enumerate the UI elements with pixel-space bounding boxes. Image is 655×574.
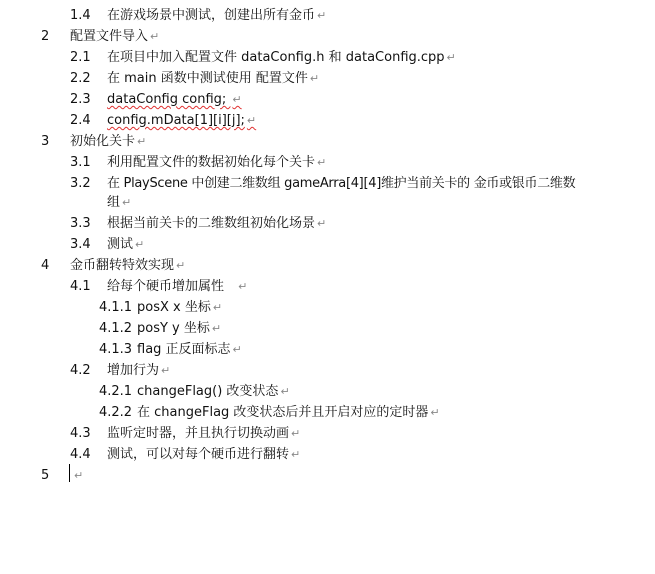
item-text: 组 <box>107 195 121 210</box>
item-text: 配置文件导入 <box>70 29 149 44</box>
outline-item-text[interactable] <box>107 175 575 192</box>
item-text: 利用配置文件的数据初始化每个关卡 <box>107 155 316 170</box>
paragraph-mark-icon: ↵ <box>137 135 147 148</box>
item-text: 在游戏场景中测试，创建出所有金币 <box>107 8 316 23</box>
text-cursor <box>69 464 70 482</box>
paragraph-mark-icon: ↵ <box>238 280 248 293</box>
paragraph-mark-icon: ↵ <box>232 93 242 106</box>
outline-item-text[interactable] <box>107 425 300 442</box>
paragraph-mark-icon: ↵ <box>446 51 456 64</box>
heading-number: 3.2 <box>70 176 91 191</box>
paragraph-mark-icon: ↵ <box>280 385 290 398</box>
outline-item-text[interactable] <box>137 299 222 316</box>
heading-number: 3 <box>41 134 50 149</box>
outline-item-text[interactable] <box>107 236 144 253</box>
heading-number: 4.1 <box>70 279 91 294</box>
outline-item-text[interactable] <box>107 112 256 129</box>
heading-number: 4.4 <box>70 447 91 462</box>
heading-number: 4.2.2 <box>99 405 133 420</box>
paragraph-mark-icon: ↵ <box>246 114 257 127</box>
paragraph-mark-icon: ↵ <box>176 259 186 272</box>
outline-item-text[interactable] <box>107 215 326 232</box>
item-text: 增加行为 <box>107 363 160 378</box>
outline-item-text[interactable] <box>137 404 440 421</box>
item-text: 给每个硬币增加属性 <box>107 279 229 294</box>
paragraph-mark-icon: ↵ <box>122 196 132 209</box>
outline-item-text[interactable] <box>107 70 319 87</box>
outline-item-text[interactable] <box>137 341 242 358</box>
paragraph-mark-icon: ↵ <box>430 406 440 419</box>
outline-item-text[interactable] <box>137 320 221 337</box>
heading-number: 2.2 <box>70 71 91 86</box>
heading-number: 4.2.1 <box>99 384 133 399</box>
heading-number: 3.3 <box>70 216 91 231</box>
item-text: 在项目中加入配置文件 dataConfig.h 和 dataConfig.cpp <box>107 50 445 65</box>
paragraph-mark-icon: ↵ <box>317 156 327 169</box>
heading-number: 2.3 <box>70 92 91 107</box>
item-text: 测试，可以对每个硬币进行翻转 <box>107 447 290 462</box>
paragraph-mark-icon: ↵ <box>232 343 242 356</box>
outline-item-text[interactable] <box>70 133 146 150</box>
item-text: config.mData[1][i][j]; <box>107 113 245 128</box>
heading-number: 3.1 <box>70 155 91 170</box>
item-text: posX x 坐标 <box>137 300 211 315</box>
outline-item-text[interactable] <box>70 257 185 274</box>
heading-number: 4.1.2 <box>99 321 133 336</box>
item-text: 测试 <box>107 237 134 252</box>
paragraph-mark-icon: ↵ <box>135 238 145 251</box>
item-text: posY y 坐标 <box>137 321 210 336</box>
outline-item-text[interactable] <box>137 383 290 400</box>
heading-number: 4 <box>41 258 50 273</box>
partial-previous-line <box>70 0 340 4</box>
outline-item-text[interactable] <box>72 467 83 484</box>
item-text: 在 PlayScene 中创建二维数组 gameArra[4][4]维护当前关卡的 金币或银币二维数 <box>107 176 576 191</box>
paragraph-mark-icon: ↵ <box>212 301 223 314</box>
paragraph-mark-icon: ↵ <box>211 322 222 335</box>
outline-item-continuation[interactable] <box>107 194 131 211</box>
paragraph-mark-icon: ↵ <box>150 30 160 43</box>
heading-number: 4.2 <box>70 363 91 378</box>
outline-item-text[interactable] <box>107 154 326 171</box>
paragraph-mark-icon: ↵ <box>161 364 171 377</box>
item-text: changeFlag() 改变状态 <box>137 384 279 399</box>
item-text: 初始化关卡 <box>70 134 136 149</box>
item-text: 在 main 函数中测试使用 配置文件 <box>107 71 308 86</box>
heading-number: 1.4 <box>70 8 91 23</box>
heading-number: 4.1.3 <box>99 342 133 357</box>
heading-number: 2.1 <box>70 50 91 65</box>
paragraph-mark-icon: ↵ <box>309 72 320 85</box>
paragraph-mark-icon: ↵ <box>291 427 301 440</box>
item-text: dataConfig config; <box>107 92 231 107</box>
item-text: 在 changeFlag 改变状态后并且开启对应的定时器 <box>137 405 429 420</box>
heading-number: 3.4 <box>70 237 91 252</box>
outline-item-text[interactable] <box>107 446 300 463</box>
paragraph-mark-icon: ↵ <box>317 217 327 230</box>
outline-item-text[interactable] <box>70 28 159 45</box>
paragraph-mark-icon: ↵ <box>317 9 327 22</box>
item-text: 监听定时器，并且执行切换动画 <box>107 426 290 441</box>
outline-item-text[interactable] <box>107 7 326 24</box>
item-text: flag 正反面标志 <box>137 342 231 357</box>
heading-number: 2.4 <box>70 113 91 128</box>
outline-item-text[interactable] <box>107 49 456 66</box>
heading-number: 2 <box>41 29 50 44</box>
heading-number: 4.1.1 <box>99 300 133 315</box>
outline-item-text[interactable] <box>107 278 247 295</box>
paragraph-mark-icon: ↵ <box>74 469 84 482</box>
paragraph-mark-icon: ↵ <box>291 448 301 461</box>
item-text: 金币翻转特效实现 <box>70 258 175 273</box>
outline-item-text[interactable] <box>107 91 242 108</box>
outline-item-text[interactable] <box>107 362 170 379</box>
heading-number: 5 <box>41 468 50 483</box>
heading-number: 4.3 <box>70 426 91 441</box>
item-text: 根据当前关卡的二维数组初始化场景 <box>107 216 316 231</box>
